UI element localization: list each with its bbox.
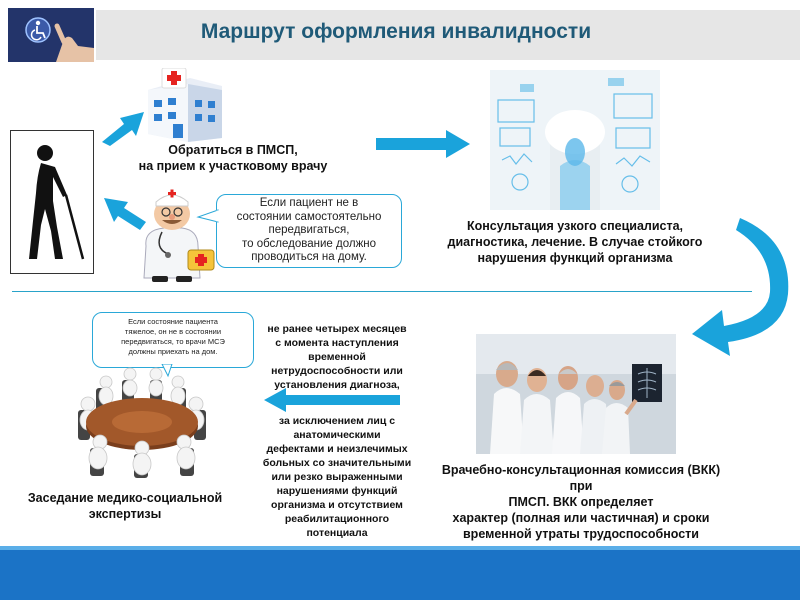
hospital-icon <box>140 68 230 142</box>
wheelchair-icon <box>36 21 40 25</box>
mse-caption: Заседание медико-социальной экспертизы <box>27 491 223 521</box>
home-visit-bubble: Если пациент не в состоянии самостоятельно передвигаться, то обследование должно проводиться на дому. <box>216 194 402 268</box>
bubble-tail <box>196 208 220 224</box>
footer-band <box>0 550 800 600</box>
meeting-table-illustration <box>66 362 216 480</box>
mse-home-visit-bubble: Если состояние пациента тяжелое, он не в состоянии передвигаться, то врачи МСЭ должны приехать на дом. <box>92 312 254 368</box>
vkk-caption: Врачебно-консультационная комиссия (ВКК) при ПМСП. ВКК определяет характер (полная или частичная) и сроки временной утраты трудоспособности <box>441 463 721 541</box>
specialist-photo <box>490 70 660 210</box>
section-divider <box>12 291 752 292</box>
pmsp-caption: Обратиться в ПМСП, на прием к участковому врачу <box>138 143 328 173</box>
blind-person-icon <box>10 130 94 274</box>
page-title: Маршрут оформления инвалидности <box>200 20 592 43</box>
arrow-to-mse <box>264 388 400 412</box>
specialist-caption: Консультация узкого специалиста, диагностика, лечение. В случае стойкого нарушения функций организма <box>447 219 703 265</box>
disability-logo <box>8 8 94 62</box>
exception-text: за исключением лиц с анатомическими дефектами и неизлечимых больных со значительными или резко выраженными нарушениями функций организма и отсутствием реабилитационного потенциала <box>262 415 412 539</box>
vkk-doctors-photo <box>476 334 676 454</box>
curved-arrow-to-vkk <box>688 214 796 364</box>
timing-condition-text: не ранее четырех месяцев с момента наступления временной нетрудоспособности или установления диагноза, <box>267 323 407 391</box>
doctor-illustration <box>124 188 220 284</box>
arrow-to-specialist <box>376 130 470 158</box>
